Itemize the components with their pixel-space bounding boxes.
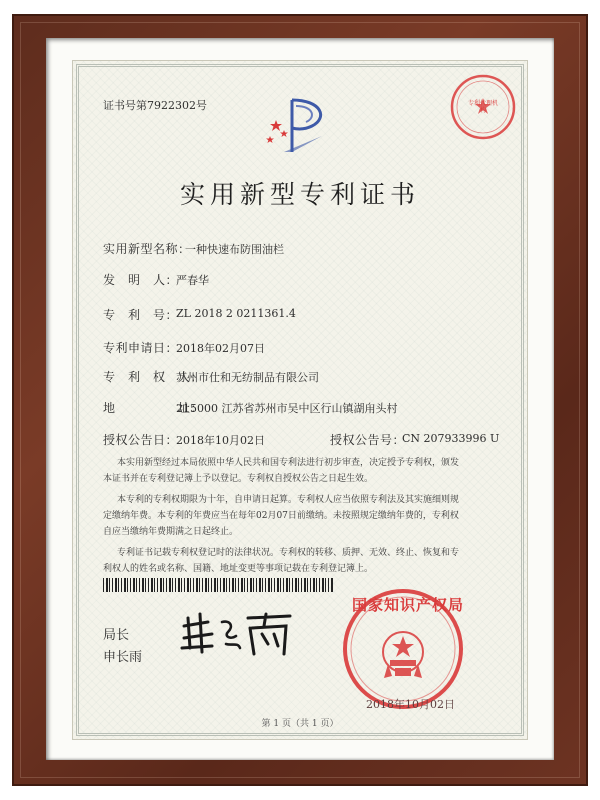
address-value: 215000 江苏省苏州市吴中区行山镇湖甪头村 (176, 402, 398, 415)
seal-date: 2018年10月02日 (366, 698, 455, 711)
paragraph-1-line-1: 本实用新型经过本局依照中华人民共和国专利法进行初步审查，决定授予专利权，颁发 (117, 458, 460, 468)
page-footer: 第 1 页（共 1 页） (261, 719, 339, 729)
director-name: 申长雨 (103, 650, 143, 665)
patentee-label: 专 利 权 人： (103, 370, 204, 384)
handwritten-signature-icon (178, 604, 298, 662)
paragraph-3-line-1: 专利证书记载专利权登记时的法律状况。专利权的转移、质押、无效、终止、恢复和专 (117, 548, 460, 558)
certificate-title: 实用新型专利证书 (179, 180, 420, 209)
grant-number-label: 授权公告号： (330, 433, 406, 447)
utility-model-name-label: 实用新型名称： (103, 242, 191, 256)
inventor-value: 严春华 (176, 274, 209, 287)
agency-seal-text: 专利代理机构 (467, 100, 498, 114)
director-title: 局长 (103, 628, 130, 643)
patent-number-value: ZL 2018 2 0211361.4 (176, 307, 296, 320)
inventor-label: 发 明 人： (103, 273, 179, 287)
patent-number-label: 专 利 号： (103, 308, 179, 322)
paragraph-2-line-1: 本专利的专利权期限为十年，自申请日起算。专利权人应当依照专利法及其实施细则规 (117, 495, 460, 505)
paragraph-2-line-3: 自应当缴纳年费期满之日起终止。 (103, 527, 239, 537)
filing-date-label: 专利申请日： (103, 341, 179, 355)
grant-date-value: 2018年10月02日 (176, 434, 265, 447)
filing-date-value: 2018年02月07日 (176, 342, 265, 355)
grant-number-value: CN 207933996 U (402, 432, 500, 445)
paragraph-1-line-2: 本证书并在专利登记簿上予以登记。专利权自授权公告之日起生效。 (103, 474, 374, 484)
certificate-number: 证书号第7922302号 (103, 99, 207, 112)
address-label: 地 址： (103, 401, 204, 415)
patentee-value: 苏州市仕和无纺制品有限公司 (176, 371, 319, 384)
patent-office-logo-icon (262, 96, 338, 156)
grant-date-label: 授权公告日： (103, 433, 179, 447)
paragraph-3-line-2: 利权人的姓名或名称、国籍、地址变更等事项记载在专利登记簿上。 (103, 564, 374, 574)
paragraph-2-line-2: 定缴纳年费。本专利的年费应当在每年02月07日前缴纳。未按照规定缴纳年费的，专利权 (103, 511, 459, 521)
utility-model-name-value: 一种快速布防围油栏 (185, 243, 284, 256)
barcode (103, 578, 333, 592)
official-seal-text: 国家知识产权局 (352, 596, 465, 614)
